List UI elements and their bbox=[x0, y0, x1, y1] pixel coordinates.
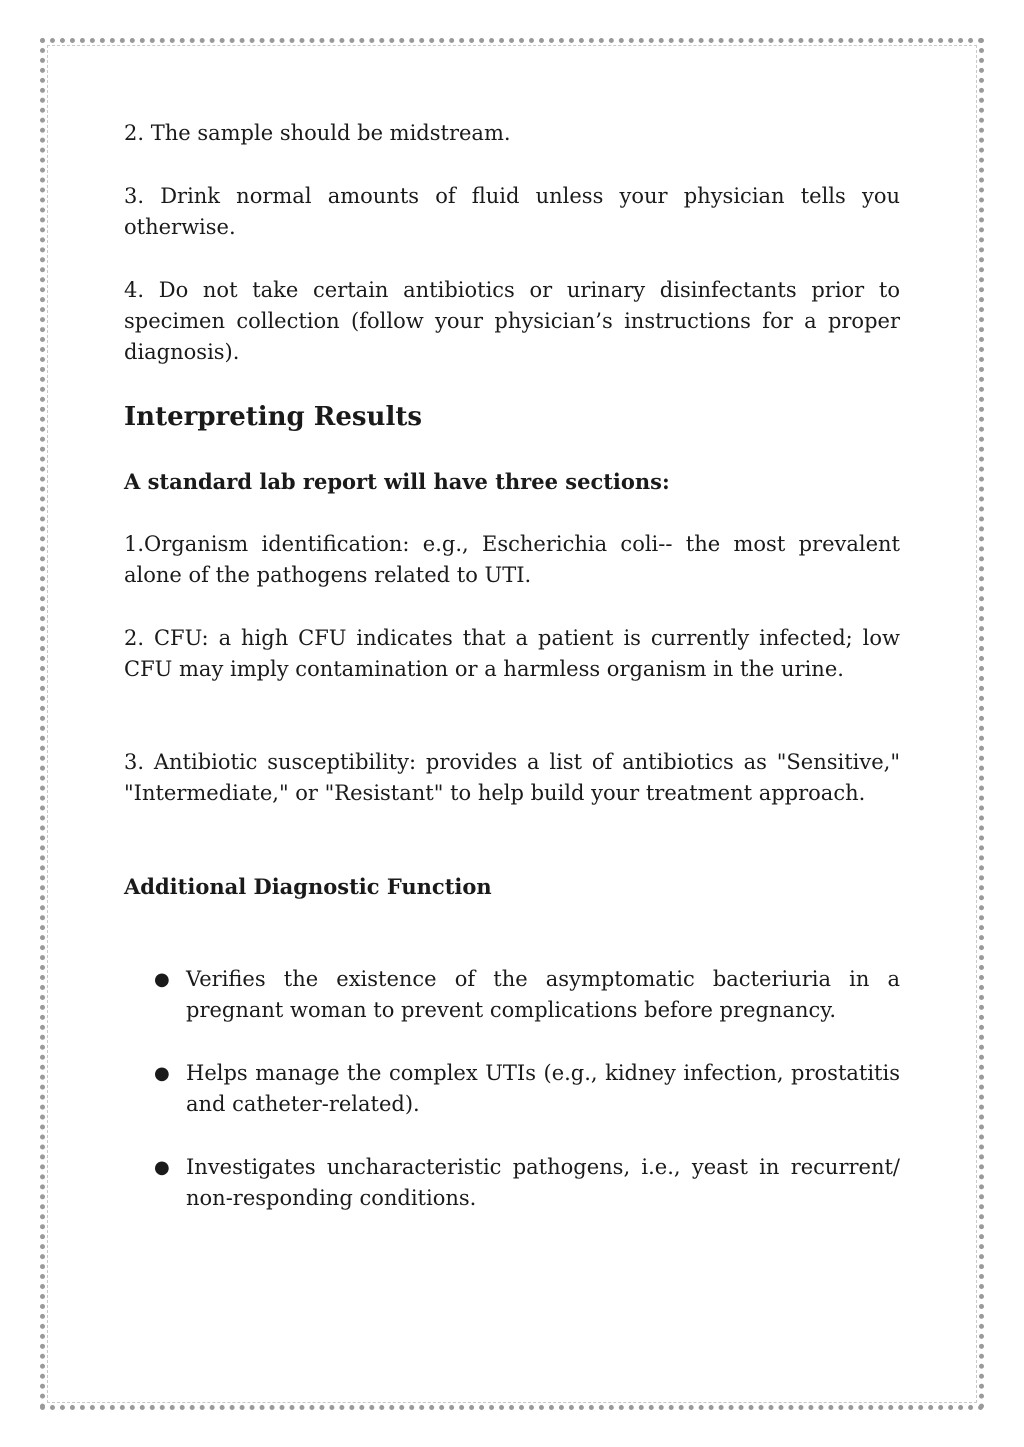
list-item bbox=[124, 964, 900, 1026]
section-organism-identification: 1.Organism identification: e.g., Escherichia coli-- the most prevalent alone of the pathogens related to UTI. bbox=[124, 532, 900, 587]
list-item-text: Verifies the existence of the asymptomatic bacteriuria in a pregnant woman to prevent complications before pregnancy. bbox=[186, 967, 900, 1022]
diagnostic-function-list bbox=[124, 964, 900, 1214]
section-antibiotic-susceptibility: 3. Antibiotic susceptibility: provides a list of antibiotics as "Sensitive," "Intermediate," or "Resistant" to help build your treatment approach. bbox=[124, 750, 900, 805]
list-item bbox=[124, 1058, 900, 1120]
lab-report-sections-subheading: A standard lab report will have three sections: bbox=[124, 469, 670, 494]
document-body bbox=[124, 118, 900, 1214]
bullet-icon: ● bbox=[154, 1063, 170, 1084]
additional-diagnostic-heading: Additional Diagnostic Function bbox=[124, 874, 492, 899]
interpreting-results-heading: Interpreting Results bbox=[124, 402, 422, 432]
list-item bbox=[124, 1152, 900, 1214]
instruction-item-3: 3. Drink normal amounts of fluid unless your physician tells you otherwise. bbox=[124, 184, 900, 239]
list-item-text: Helps manage the complex UTIs (e.g., kidney infection, prostatitis and catheter-related). bbox=[186, 1061, 900, 1116]
bullet-icon: ● bbox=[154, 969, 170, 990]
instruction-item-4: 4. Do not take certain antibiotics or urinary disinfectants prior to specimen collection (follow your physician’s instructions for a proper diagnosis). bbox=[124, 278, 900, 364]
list-item-text: Investigates uncharacteristic pathogens, i.e., yeast in recurrent/ non-responding conditions. bbox=[186, 1155, 900, 1210]
instruction-item-2: 2. The sample should be midstream. bbox=[124, 121, 511, 145]
section-cfu: 2. CFU: a high CFU indicates that a patient is currently infected; low CFU may imply contamination or a harmless organism in the urine. bbox=[124, 626, 900, 681]
bullet-icon: ● bbox=[154, 1157, 170, 1178]
